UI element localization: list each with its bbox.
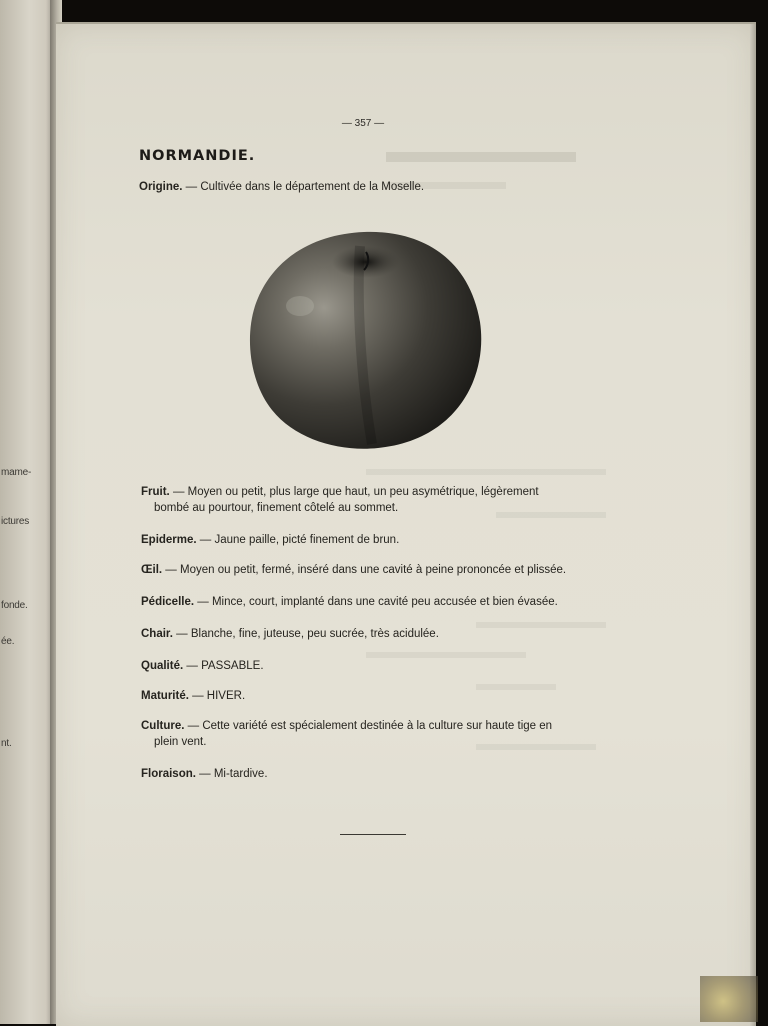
show-through-title xyxy=(386,152,576,162)
page-edge xyxy=(750,24,756,1026)
entry-text: — PASSABLE. xyxy=(183,660,264,672)
left-page-fragment: ictures xyxy=(1,516,30,527)
entry-label: Pédicelle. xyxy=(141,596,195,608)
entry-label: Qualité. xyxy=(141,660,184,672)
entry-text: — Mi-tardive. xyxy=(195,768,268,780)
entry-continuation: bombé au pourtour, finement côtelé au sommet. xyxy=(154,502,399,514)
page-title: NORMANDIE. xyxy=(139,148,256,164)
pedicelle-entry xyxy=(141,594,601,610)
entry-text: — Mince, court, implanté dans une cavité peu accusée et bien évasée. xyxy=(194,596,558,608)
watermark-thumbnail xyxy=(700,976,758,1022)
entry-text: — Moyen ou petit, plus large que haut, un peu asymétrique, légèrement xyxy=(169,486,539,498)
epiderme-entry xyxy=(141,532,601,548)
entry-label: Culture. xyxy=(141,720,185,732)
left-page-fragment: ée. xyxy=(1,636,15,647)
culture-entry xyxy=(141,718,601,750)
left-page-fragment: fonde. xyxy=(1,600,28,611)
entry-label: Floraison. xyxy=(141,768,196,780)
oeil-entry xyxy=(141,562,601,578)
entry-label: Œil. xyxy=(141,564,163,576)
entry-continuation: plein vent. xyxy=(154,736,207,748)
book-page xyxy=(56,22,756,1026)
show-through-line xyxy=(366,469,606,475)
entry-label: Epiderme. xyxy=(141,534,197,546)
entry-label: Origine. xyxy=(139,181,183,193)
floraison-entry xyxy=(141,766,601,782)
chair-entry xyxy=(141,626,601,642)
qualite-entry xyxy=(141,658,601,674)
entry-text: — Moyen ou petit, fermé, inséré dans une cavité à peine prononcée et plissée. xyxy=(162,564,567,576)
entry-text: — Cultivée dans le département de la Moselle. xyxy=(182,181,425,193)
page-number: — 357 — xyxy=(341,118,385,129)
entry-text: — Jaune paille, picté finement de brun. xyxy=(196,534,400,546)
origin-entry xyxy=(139,179,599,195)
entry-text: — Blanche, fine, juteuse, peu sucrée, très acidulée. xyxy=(172,628,439,640)
left-page-fragment: nt. xyxy=(1,738,12,749)
left-page-fragment: mame- xyxy=(1,467,32,478)
fruit-entry xyxy=(141,484,601,516)
entry-label: Maturité. xyxy=(141,690,189,702)
entry-label: Fruit. xyxy=(141,486,170,498)
entry-label: Chair. xyxy=(141,628,173,640)
left-page-edge xyxy=(0,0,54,1024)
apple-photo xyxy=(244,226,484,452)
apple-image xyxy=(244,226,484,452)
entry-text: — HIVER. xyxy=(188,690,246,702)
maturite-entry xyxy=(141,688,601,704)
entry-text: — Cette variété est spécialement destinée à la culture sur haute tige en xyxy=(184,720,553,732)
end-rule xyxy=(340,834,406,835)
